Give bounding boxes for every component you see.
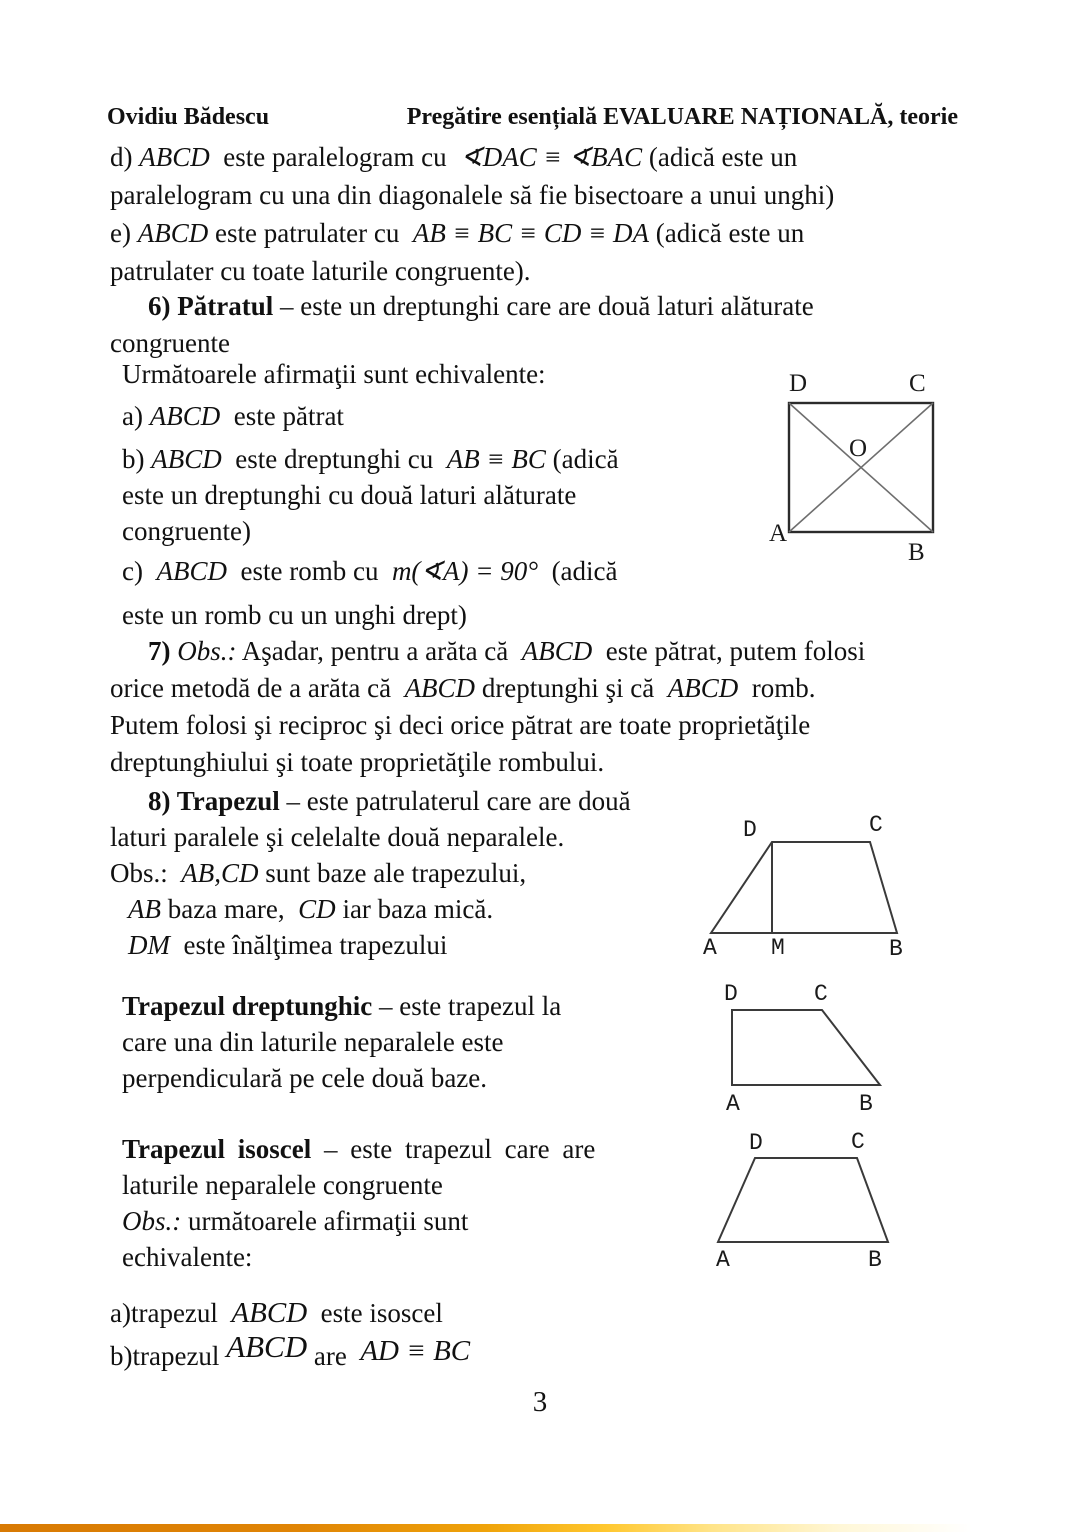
- text-line: este un romb cu un unghi drept): [122, 600, 467, 630]
- text-line: DM este înălţimea trapezului: [128, 930, 448, 960]
- isosceles-trapezoid-section: [122, 1131, 595, 1275]
- section-7: [110, 633, 865, 781]
- text-line: d) ABCD este paralelogram cu ∢DAC ≡ ∢BAC (adică este un: [110, 142, 798, 172]
- text-line: echivalente:: [122, 1242, 253, 1272]
- text-line: b)trapezul ABCD are AD ≡ BC: [110, 1329, 471, 1371]
- text-line: a) ABCD este pătrat: [122, 401, 344, 431]
- right-trapezoid-diagram: [715, 980, 895, 1120]
- vertex-label-d: D: [749, 1130, 763, 1156]
- vertex-label-b: B: [868, 1247, 882, 1273]
- text-line: Putem folosi şi reciproc şi deci orice pătrat are toate proprietăţile: [110, 710, 811, 740]
- square-diagram-drawing: [770, 368, 955, 573]
- text-line: laturi paralele şi celelalte două neparalele.: [110, 822, 565, 852]
- text-line: e) ABCD este patrulater cu AB ≡ BC ≡ CD ≡ DA (adică este un: [110, 218, 805, 248]
- vertex-label-c: C: [909, 370, 926, 397]
- text-line: Următoarele afirmaţii sunt echivalente:: [122, 359, 546, 389]
- vertex-label-c: C: [851, 1129, 865, 1155]
- section-6-heading: [110, 288, 814, 362]
- text-line: este un dreptunghi cu două laturi alăturate: [122, 480, 577, 510]
- bottom-accent-bar: [0, 1524, 1080, 1532]
- text-line: perpendiculară pe cele două baze.: [122, 1063, 488, 1093]
- paragraph-d-e: [110, 138, 834, 290]
- text-line: paralelogram cu una din diagonalele să fie bisectoare a unui unghi): [110, 180, 835, 210]
- text-line: 8) Trapezul – este patrulaterul care are două: [148, 786, 631, 816]
- text-line: congruente: [110, 328, 230, 358]
- text-line: c) ABCD este romb cu m(∢A) = 90° (adică: [122, 556, 618, 586]
- text-line: dreptunghiului şi toate proprietăţile rombului.: [110, 747, 605, 777]
- text-line: laturile neparalele congruente: [122, 1170, 443, 1200]
- text-line: b) ABCD este dreptunghi cu AB ≡ BC (adică: [122, 444, 619, 474]
- right-trapezoid-section: [122, 988, 561, 1096]
- vertex-label-a: A: [769, 520, 788, 547]
- header-title: Pregătire esențială EVALUARE NAȚIONALĂ, teorie: [406, 104, 958, 130]
- text-line: a)trapezul ABCD este isoscel: [110, 1297, 443, 1329]
- text-line: orice metodă de a arăta că ABCD dreptunghi şi că ABCD romb.: [110, 673, 816, 703]
- isosceles-trapezoid-diagram: [700, 1125, 900, 1280]
- square-diagram: [770, 368, 955, 573]
- text-line: AB baza mare, CD iar baza mică.: [128, 894, 494, 924]
- text-line: Trapezul dreptunghic – este trapezul la: [122, 991, 562, 1021]
- vertex-label-a: A: [716, 1247, 730, 1273]
- vertex-label-a: A: [726, 1091, 740, 1117]
- text-line: care una din laturile neparalele este: [122, 1027, 504, 1057]
- text-line: Obs.: AB,CD sunt baze ale trapezului,: [110, 858, 527, 888]
- text-line: Obs.: următoarele afirmaţii sunt: [122, 1206, 469, 1236]
- text-line: patrulater cu toate laturile congruente).: [110, 256, 531, 286]
- vertex-label-d: D: [789, 370, 808, 397]
- text-line: Trapezul isoscel – este trapezul care are: [122, 1134, 596, 1164]
- isoscel-statements: [110, 1292, 470, 1377]
- trapezoid-diagram: [695, 810, 910, 965]
- text-line: 7) Obs.: Aşadar, pentru a arăta că ABCD este pătrat, putem folosi: [148, 636, 866, 666]
- center-label-o: O: [849, 435, 868, 462]
- page-number: 3: [532, 1386, 548, 1418]
- text-line: congruente): [122, 516, 251, 546]
- text-line: 6) Pătratul – este un dreptunghi care are două laturi alăturate: [148, 291, 814, 321]
- vertex-label-a: A: [703, 935, 717, 961]
- foot-label-m: M: [771, 935, 785, 961]
- vertex-label-c: C: [814, 981, 828, 1007]
- vertex-label-b: B: [889, 936, 903, 962]
- section-8: [110, 783, 631, 963]
- vertex-label-c: C: [869, 812, 883, 838]
- section-6-body: [122, 356, 619, 633]
- vertex-label-d: D: [743, 817, 757, 843]
- vertex-label-b: B: [908, 539, 925, 566]
- vertex-label-d: D: [724, 981, 738, 1007]
- vertex-label-b: B: [859, 1091, 873, 1117]
- header-author: Ovidiu Bădescu: [107, 104, 270, 130]
